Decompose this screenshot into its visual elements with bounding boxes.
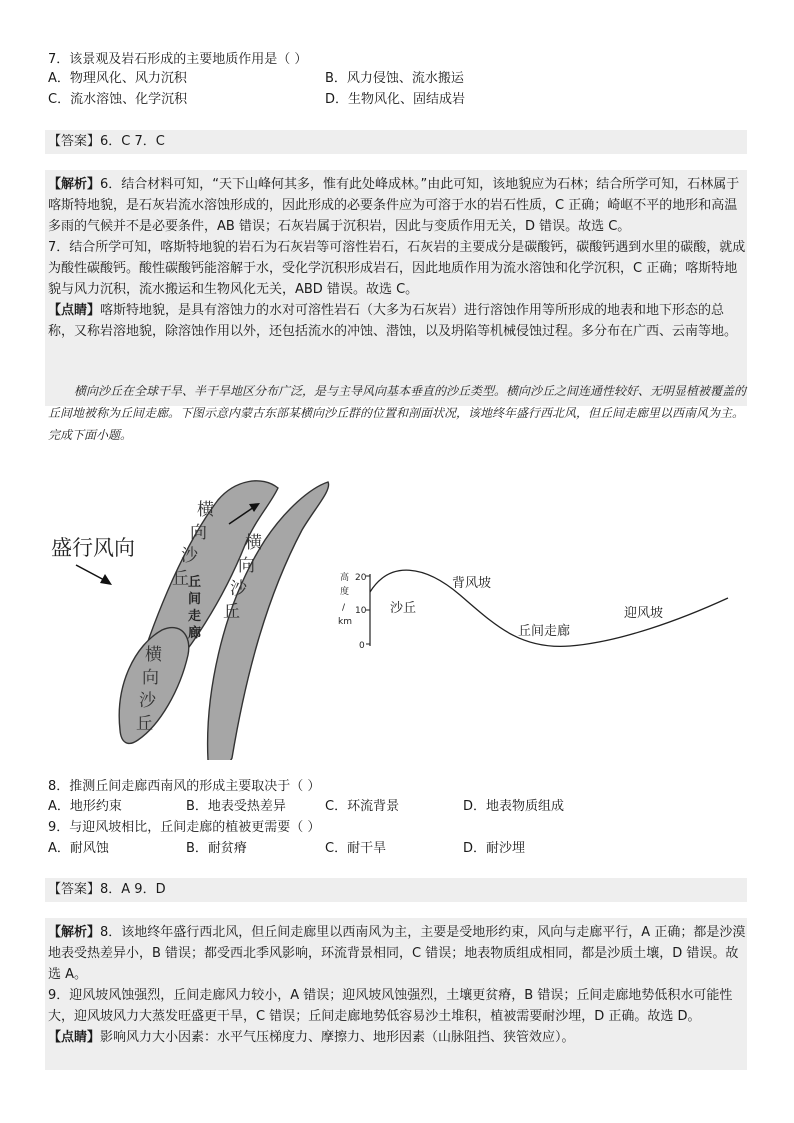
svg-text:km: km — [338, 617, 352, 627]
svg-text:向: 向 — [190, 523, 207, 543]
analysis-1 — [48, 174, 748, 342]
analysis-1-q6: 【解析】6．结合材料可知，“天下山峰何其多，惟有此处峰成林。”由此可知，该地貌应为石林；结合所学可知，石林属于喀斯特地貌，是石灰岩流水溶蚀形成的，因此形成的必要条件应为可溶于水的岩石性质，C 正确；崎岖不平的地形和高温多雨的气候并不是必要条件，AB 错误；石灰岩属于沉积岩，因此与变质作用无关，D 错误。故选 C。 — [48, 177, 740, 234]
profile-label-windward: 迎风坡 — [624, 606, 664, 621]
svg-text:向: 向 — [238, 556, 255, 576]
q8-option-a: A．地形约束 — [48, 799, 122, 814]
q8-option-c: C．环流背景 — [325, 799, 400, 814]
q8-stem: 8．推测丘间走廊西南风的形成主要取决于（ ） — [48, 779, 321, 794]
q7-option-a: A．物理风化、风力沉积 — [48, 71, 187, 86]
svg-text:横: 横 — [145, 645, 162, 665]
tip-2-tag: 【点睛】 — [48, 1030, 101, 1045]
dune-figure — [40, 460, 760, 760]
q7-option-c: C．流水溶蚀、化学沉积 — [48, 92, 188, 107]
svg-text:度: 度 — [340, 587, 350, 597]
svg-text:廊: 廊 — [188, 626, 202, 641]
answer-1-text: 6．C 7．C — [100, 134, 165, 149]
wind-arrow-icon — [76, 565, 112, 585]
tip-2: 【点睛】影响风力大小因素：水平气压梯度力、摩擦力、地形因素（山脉阻挡、狭管效应）。 — [48, 1030, 575, 1045]
analysis-1-q7: 7．结合所学可知，喀斯特地貌的岩石为石灰岩等可溶性岩石，石灰岩的主要成分是碳酸钙，碳酸钙遇到水里的碳酸，就成为酸性碳酸钙。酸性碳酸钙能溶解于水，受化学沉积形成岩石，因此地质作用为流水溶蚀和化学沉积，C 正确；喀斯特地貌与风力沉积，流水搬运和生物风化无关，ABD 错误。故选 C。 — [48, 240, 746, 297]
profile-label-leeward: 背风坡 — [452, 576, 492, 591]
svg-text:丘: 丘 — [223, 602, 240, 622]
answer-2-text: 8．A 9．D — [100, 882, 166, 897]
svg-text:沙: 沙 — [139, 691, 156, 711]
profile-tick-10: 10 — [355, 606, 367, 616]
svg-text:沙: 沙 — [230, 579, 247, 599]
analysis-2 — [48, 922, 748, 1048]
svg-text:间: 间 — [188, 592, 202, 607]
q7-option-b: B．风力侵蚀、流水搬运 — [325, 71, 464, 86]
q7-stem: 7．该景观及岩石形成的主要地质作用是（ ） — [48, 52, 308, 67]
svg-text:走: 走 — [188, 609, 202, 624]
q8-option-d: D．地表物质组成 — [463, 799, 565, 814]
answer-1-tag: 【答案】 — [48, 134, 101, 149]
passage-text: 横向沙丘在全球干旱、半干旱地区分布广泛，是与主导风向基本垂直的沙丘类型。横向沙丘之间连通性较好、无明显植被覆盖的丘间地被称为丘间走廊。下图示意内蒙古东部某横向沙丘群的位置和剖面状况，该地终年盛行西北风，但丘间走廊里以西南风为主。完成下面小题。 — [48, 384, 747, 442]
svg-text:丘: 丘 — [136, 714, 153, 734]
analysis-2-q9: 9．迎风坡风蚀强烈，丘间走廊风力较小，A 错误；迎风坡风蚀强烈，土壤更贫瘠，B 错误；丘间走廊地势低积水可能性大，迎风坡风力大蒸发旺盛更干旱，C 错误；丘间走廊地势低容易沙土堆积，植被需要耐沙埋，D 正确。故选 D。 — [48, 988, 733, 1024]
svg-text:向: 向 — [142, 668, 159, 688]
q9-option-a: A．耐风蚀 — [48, 841, 109, 856]
svg-text:横: 横 — [197, 500, 214, 520]
svg-text:丘: 丘 — [172, 569, 189, 589]
analysis-2-tag: 【解析】 — [48, 925, 101, 940]
tip-1-tag: 【点睛】 — [48, 303, 101, 318]
answer-1 — [48, 132, 165, 152]
q9-option-d: D．耐沙埋 — [463, 841, 526, 856]
svg-text:横: 横 — [245, 533, 262, 553]
profile-tick-0: 0 — [359, 641, 365, 651]
q9-option-c: C．耐干旱 — [325, 841, 387, 856]
svg-text:高: 高 — [340, 573, 350, 583]
answer-2-tag: 【答案】 — [48, 882, 101, 897]
q9-option-b: B．耐贫瘠 — [186, 841, 247, 856]
svg-text:丘: 丘 — [188, 575, 202, 590]
q8-option-b: B．地表受热差异 — [186, 799, 286, 814]
profile-label-corridor: 丘间走廊 — [518, 624, 571, 639]
q7-option-d: D．生物风化、固结成岩 — [325, 92, 466, 107]
q9-stem: 9．与迎风坡相比，丘间走廊的植被更需要（ ） — [48, 820, 321, 835]
svg-text:/: / — [342, 603, 346, 613]
profile-diagram — [338, 570, 728, 651]
analysis-1-tag: 【解析】 — [48, 177, 101, 192]
answer-2 — [48, 880, 166, 900]
svg-text:沙: 沙 — [181, 546, 198, 566]
profile-y-axis-label — [338, 571, 352, 627]
profile-label-dune: 沙丘 — [390, 601, 417, 616]
profile-tick-20: 20 — [355, 573, 367, 583]
wind-direction-label: 盛行风向 — [51, 536, 135, 560]
analysis-2-q8: 【解析】8．该地终年盛行西北风，但丘间走廊里以西南风为主，主要是受地形约束，风向与走廊平行，A 正确；都是沙漠地表受热差异小，B 错误；都受西北季风影响，环流背景相同，C 错误；地表物质组成相同，都是沙质土壤，D 错误。故选 A。 — [48, 925, 746, 982]
tip-1: 【点睛】喀斯特地貌，是具有溶蚀力的水对可溶性岩石（大多为石灰岩）进行溶蚀作用等所形成的地表和地下形态的总称，又称岩溶地貌，除溶蚀作用以外，还包括流水的冲蚀、潜蚀，以及坍陷等机械侵蚀过程。多分布在广西、云南等地。 — [48, 303, 738, 339]
